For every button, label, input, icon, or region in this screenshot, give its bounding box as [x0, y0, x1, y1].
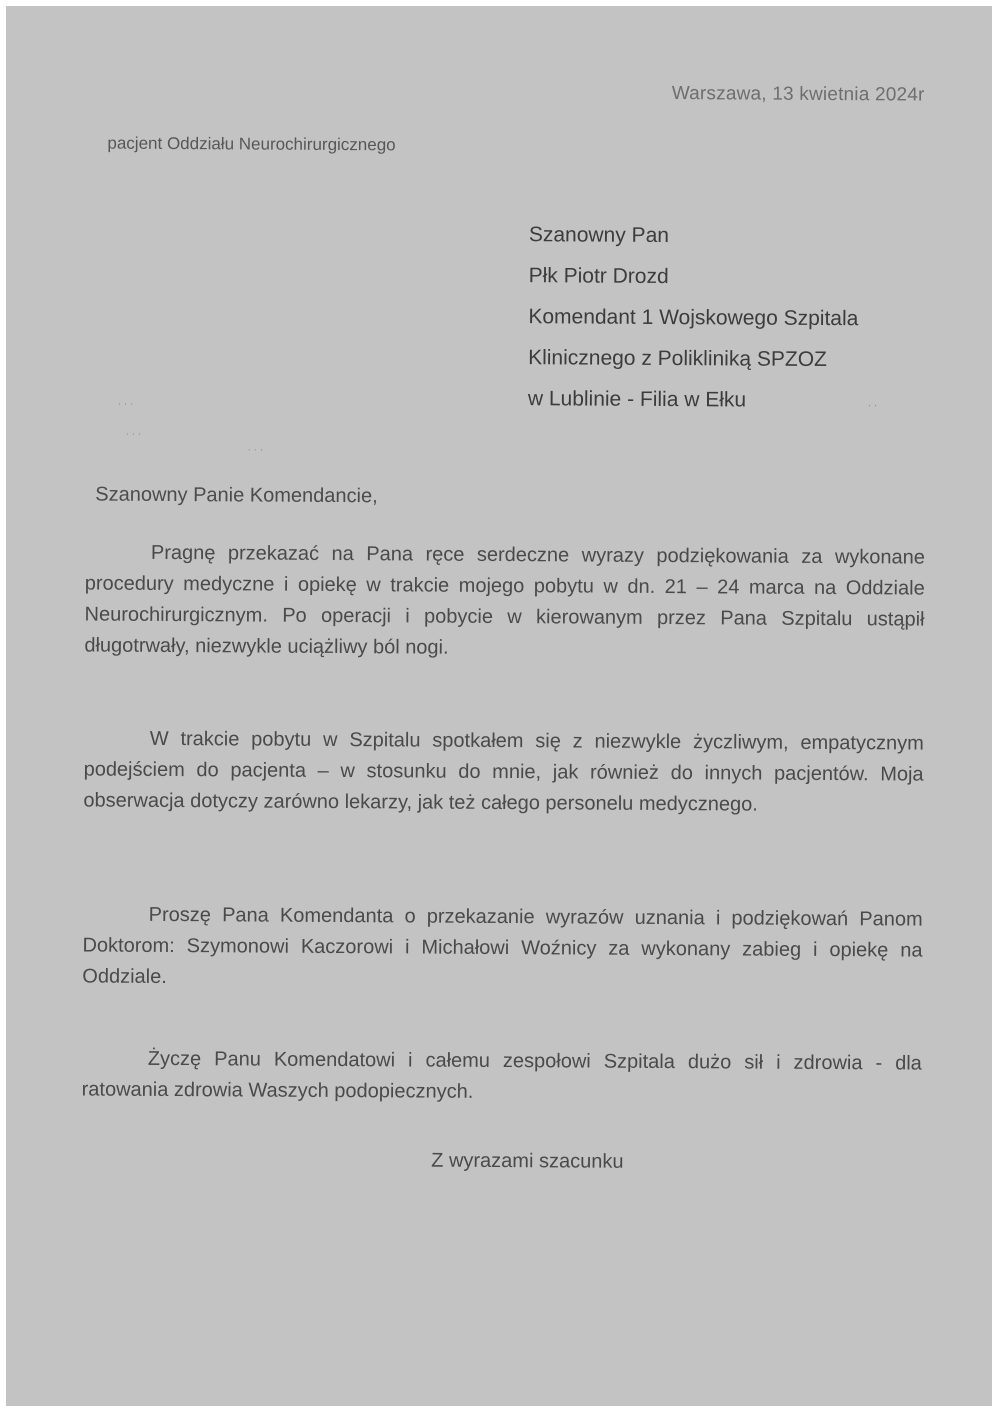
closing-phrase: Z wyrazami szacunku — [431, 1149, 624, 1173]
body-paragraph: Życzę Panu Komendatowi i całemu zespołowi Szpitala dużo sił i zdrowia - dla ratowania zdrowia Waszych podopiecznych. — [81, 1047, 922, 1103]
recipient-line: Klinicznego z Polikliniką SPZOZ — [528, 346, 827, 371]
recipient-line: Komendant 1 Wojskowego Szpitala — [528, 305, 859, 331]
scanned-page — [6, 6, 992, 1406]
body-paragraph: Pragnę przekazać na Pana ręce serdeczne wyrazy podziękowania za wykonane procedury medyczne i opiekę w trakcie mojego pobytu w dn. 21 – 24 marca na Oddziale Neurochirurgicznym. Po operacji i pobycie w kierowanym przez Pana Szpitalu ustąpił długotrwały, niezwykle uciążliwy ból nogi. — [84, 541, 925, 659]
scan-speck: · · · — [125, 428, 142, 440]
scan-speck: · · · — [117, 398, 134, 410]
letter-sender: pacjent Oddziału Neurochirurgicznego — [107, 133, 396, 155]
salutation: Szanowny Panie Komendancie, — [95, 483, 378, 508]
recipient-address — [528, 214, 949, 422]
recipient-line: w Lublinie - Filia w Ełku — [527, 387, 747, 412]
letter-body — [6, 6, 992, 1406]
recipient-line: Szanowny Pan — [528, 223, 670, 248]
recipient-line: Płk Piotr Drozd — [528, 264, 669, 289]
scan-speck: · · · — [247, 444, 264, 456]
body-paragraph: Proszę Pana Komendanta o przekazanie wyrazów uznania i podziękowań Panom Doktorom: Szymonowi Kaczorowi i Michałowi Woźnicy za wykonany zabieg i opiekę na Oddziale. — [82, 903, 923, 988]
body-paragraph: W trakcie pobytu w Szpitalu spotkałem się z niezwykle życzliwym, empatycznym podejściem do pacjenta – w stosunku do mnie, jak również do innych pacjentów. Moja obserwacja dotyczy zarówno lekarzy, jak też całego personelu medycznego. — [83, 727, 924, 816]
letter-date: Warszawa, 13 kwietnia 2024r — [671, 83, 925, 106]
scan-speck: · · — [867, 400, 878, 412]
